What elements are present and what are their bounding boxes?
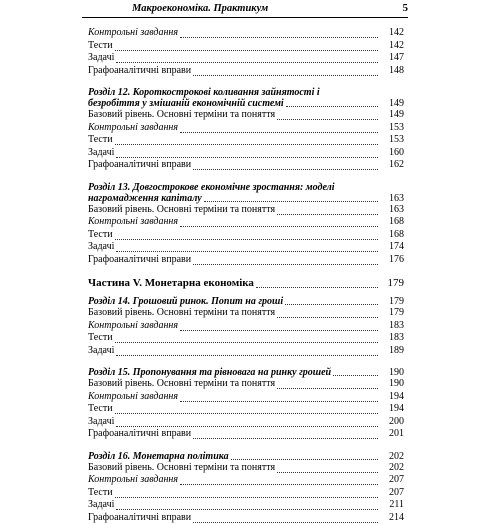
dot-leader <box>333 374 378 376</box>
dot-leader <box>116 241 378 252</box>
dot-leader <box>277 109 378 120</box>
page-ref: 149 <box>389 109 404 122</box>
toc-entry <box>88 307 404 320</box>
toc-entry <box>88 40 404 53</box>
toc-gap <box>88 357 404 367</box>
page-ref: 179 <box>389 307 404 320</box>
dot-leader <box>180 27 378 38</box>
dot-leader <box>277 307 378 318</box>
page-ref: 201 <box>389 428 404 441</box>
toc-entry <box>88 65 404 78</box>
page-header <box>82 3 408 18</box>
dot-leader <box>115 332 378 343</box>
page-ref: 207 <box>389 487 404 500</box>
page-ref: 168 <box>389 229 404 242</box>
dot-leader <box>115 487 378 498</box>
row-label: Тести <box>88 134 113 147</box>
row-label: Задачі <box>88 52 114 65</box>
page-ref: 160 <box>389 147 404 160</box>
toc-entry <box>88 462 404 475</box>
page-ref: 162 <box>389 159 404 172</box>
dot-leader <box>180 320 378 331</box>
toc-entry <box>88 134 404 147</box>
page-ref: 176 <box>389 254 404 267</box>
part-label: Частина V. Монетарна економіка <box>88 277 254 289</box>
row-label: Графоаналітичні вправи <box>88 428 191 441</box>
dot-leader <box>116 345 378 356</box>
toc-entry <box>88 216 404 229</box>
toc-entry <box>88 416 404 429</box>
dot-leader <box>277 462 378 473</box>
row-label: Контрольні завдання <box>88 320 178 333</box>
dot-leader <box>193 512 378 523</box>
dot-leader <box>285 303 378 305</box>
row-label: Задачі <box>88 241 114 254</box>
toc-entry <box>88 27 404 40</box>
toc-entry <box>88 332 404 345</box>
dot-leader <box>204 200 378 202</box>
toc-gap <box>88 441 404 451</box>
toc-section <box>88 367 404 378</box>
page-ref: 179 <box>389 296 404 307</box>
page-ref: 200 <box>389 416 404 429</box>
page-ref: 153 <box>389 122 404 135</box>
row-label: Тести <box>88 332 113 345</box>
row-label: Тести <box>88 487 113 500</box>
section-label: Розділ 16. Монетарна політика <box>88 451 372 462</box>
row-label: Тести <box>88 403 113 416</box>
toc-entry <box>88 147 404 160</box>
toc-entry <box>88 403 404 416</box>
dot-leader <box>193 254 378 265</box>
dot-leader <box>193 159 378 170</box>
toc-entry <box>88 204 404 217</box>
page-ref: 194 <box>389 403 404 416</box>
toc-entry <box>88 378 404 391</box>
page-ref: 153 <box>389 134 404 147</box>
page-ref: 202 <box>389 462 404 475</box>
toc-section <box>88 451 404 462</box>
page-ref: 211 <box>389 499 404 512</box>
dot-leader <box>116 416 378 427</box>
toc-entry <box>88 229 404 242</box>
row-label: Графоаналітичні вправи <box>88 512 191 524</box>
toc-entry <box>88 254 404 267</box>
dot-leader <box>277 204 378 215</box>
page-ref: 202 <box>389 451 404 462</box>
row-label: Контрольні завдання <box>88 27 178 40</box>
section-label: Розділ 13. Довгострокове економічне зростання: моделі нагромадження капіталу <box>88 182 372 204</box>
dot-leader <box>193 428 378 439</box>
row-label: Базовий рівень. Основні терміни та поняття <box>88 378 275 391</box>
dot-leader <box>256 276 378 288</box>
page-ref: 190 <box>389 367 404 378</box>
page-ref: 179 <box>388 276 405 290</box>
row-label: Контрольні завдання <box>88 474 178 487</box>
toc-section <box>88 182 404 204</box>
page-ref: 147 <box>389 52 404 65</box>
toc-entry <box>88 345 404 358</box>
row-label: Тести <box>88 229 113 242</box>
page-ref: 183 <box>389 320 404 333</box>
toc-entry <box>88 320 404 333</box>
page-ref: 168 <box>389 216 404 229</box>
section-label: Розділ 12. Короткострокові коливання зайнятості і безробіття у змішаній економічній системі <box>88 87 372 109</box>
dot-leader <box>180 391 378 402</box>
row-label: Контрольні завдання <box>88 122 178 135</box>
row-label: Графоаналітичні вправи <box>88 159 191 172</box>
dot-leader <box>116 499 378 510</box>
dot-leader <box>115 229 378 240</box>
toc-entry <box>88 52 404 65</box>
row-label: Тести <box>88 40 113 53</box>
toc-entry <box>88 122 404 135</box>
dot-leader <box>116 52 378 63</box>
toc-section <box>88 296 404 307</box>
row-label: Базовий рівень. Основні терміни та поняття <box>88 307 275 320</box>
page-ref: 190 <box>389 378 404 391</box>
page-ref: 214 <box>389 512 404 524</box>
row-label: Задачі <box>88 416 114 429</box>
dot-leader <box>115 403 378 414</box>
row-label: Базовий рівень. Основні терміни та поняття <box>88 204 275 217</box>
toc-entry <box>88 391 404 404</box>
page-ref: 194 <box>389 391 404 404</box>
dot-leader <box>180 216 378 227</box>
row-label: Контрольні завдання <box>88 216 178 229</box>
row-label: Графоаналітичні вправи <box>88 65 191 78</box>
dot-leader <box>286 105 378 107</box>
dot-leader <box>115 134 378 145</box>
row-label: Задачі <box>88 345 114 358</box>
dot-leader <box>180 474 378 485</box>
dot-leader <box>116 147 378 158</box>
toc-entry <box>88 512 404 524</box>
toc-section <box>88 87 404 109</box>
toc-gap <box>88 266 404 276</box>
page-ref: 174 <box>389 241 404 254</box>
row-label: Задачі <box>88 147 114 160</box>
dot-leader <box>180 122 378 133</box>
page-ref: 148 <box>389 65 404 78</box>
page-ref: 163 <box>389 204 404 217</box>
row-label: Контрольні завдання <box>88 391 178 404</box>
toc-entry <box>88 159 404 172</box>
dot-leader <box>231 458 378 460</box>
toc-gap <box>88 172 404 182</box>
toc-entry <box>88 499 404 512</box>
row-label: Задачі <box>88 499 114 512</box>
table-of-contents <box>88 27 404 524</box>
page-ref: 189 <box>389 345 404 358</box>
running-title: Макроекономіка. Практикум <box>132 3 268 14</box>
section-label: Розділ 14. Грошовий ринок. Попит на гроші <box>88 296 372 307</box>
page-ref: 149 <box>389 98 404 109</box>
toc-entry <box>88 474 404 487</box>
toc-part <box>88 276 404 290</box>
dot-leader <box>193 65 378 76</box>
toc-entry <box>88 487 404 500</box>
page-ref: 142 <box>389 40 404 53</box>
toc-entry <box>88 241 404 254</box>
section-label: Розділ 15. Пропонування та рівновага на ринку грошей <box>88 367 372 378</box>
toc-entry <box>88 428 404 441</box>
page-number: 5 <box>403 2 409 14</box>
page-ref: 142 <box>389 27 404 40</box>
toc-entry <box>88 109 404 122</box>
dot-leader <box>115 40 378 51</box>
page-ref: 163 <box>389 193 404 204</box>
row-label: Базовий рівень. Основні терміни та поняття <box>88 109 275 122</box>
page-ref: 207 <box>389 474 404 487</box>
toc-gap <box>88 77 404 87</box>
page-ref: 183 <box>389 332 404 345</box>
row-label: Графоаналітичні вправи <box>88 254 191 267</box>
dot-leader <box>277 378 378 389</box>
row-label: Базовий рівень. Основні терміни та поняття <box>88 462 275 475</box>
